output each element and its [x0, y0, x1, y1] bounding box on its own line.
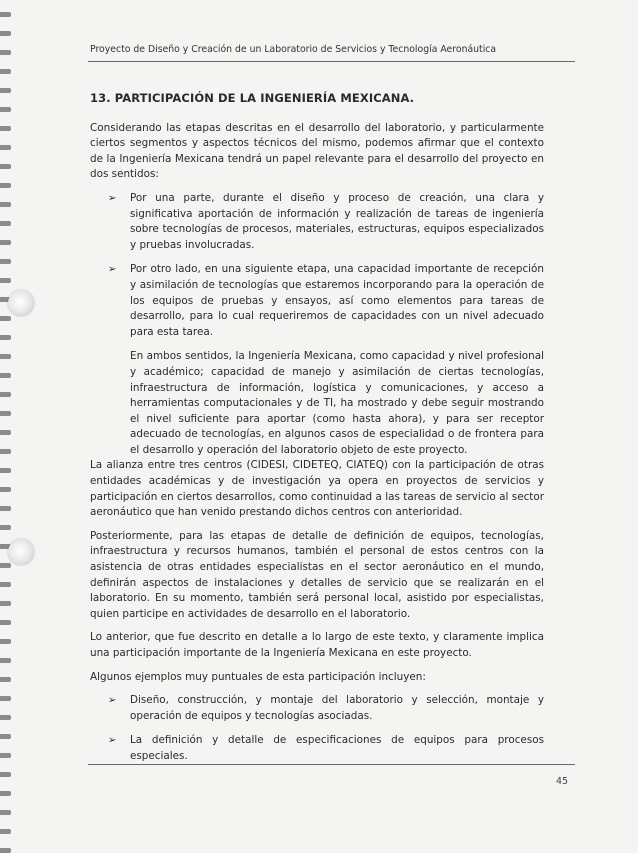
- arrow-bullet-icon: ➢: [108, 192, 117, 204]
- paragraph: Algunos ejemplos muy puntuales de esta participación incluyen:: [90, 670, 426, 683]
- binding-ring: [0, 772, 11, 777]
- page-number: 45: [556, 776, 569, 787]
- binding-ring: [0, 373, 11, 378]
- binding-ring: [0, 411, 11, 416]
- binding-ring: [0, 107, 11, 112]
- arrow-bullet-icon: ➢: [108, 695, 117, 707]
- binding-ring: [0, 354, 11, 359]
- page-content: [90, 91, 544, 774]
- bullet-text: Por otro lado, en una siguiente etapa, una capacidad importante de recepción y asimilación de tecnologías que estaremos incorporando para la operación de los equipos de pruebas y ensayos, así como elementos para tareas de desarrollo, para lo cual requeriremos de capacidades con un nivel adecuado para esta tarea.: [130, 263, 544, 338]
- binding-ring: [0, 658, 11, 663]
- binding-ring: [0, 221, 11, 226]
- binding-ring: [0, 791, 11, 796]
- binding-ring: [0, 468, 11, 473]
- example-text: Diseño, construcción, y montaje del laboratorio y selección, montaje y operación de equipos y tecnologías asociadas.: [130, 694, 544, 722]
- binding-ring: [0, 582, 11, 587]
- binding-ring: [0, 126, 11, 131]
- binding-ring: [0, 449, 11, 454]
- example-item: [90, 693, 544, 724]
- binding-ring: [0, 601, 11, 606]
- binding-ring: [0, 563, 11, 568]
- binding-ring: [0, 69, 11, 74]
- binding-ring: [0, 240, 11, 245]
- binding-ring: [0, 50, 11, 55]
- example-text: La definición y detalle de especificaciones de equipos para procesos especiales.: [130, 734, 544, 762]
- paragraph: La alianza entre tres centros (CIDESI, CIDETEQ, CIATEQ) con la participación de otras entidades académicas y de investigación ya opera en proyectos de servicios y participación en ciertos desarrollos, como continuidad a las tareas de servicio al sector aeronáutico que han venido prestando dichos centros con anterioridad.: [90, 459, 544, 519]
- punch-hole-upper: [8, 290, 34, 316]
- binding-ring: [0, 715, 11, 720]
- binding-ring: [0, 31, 11, 36]
- paragraph: Lo anterior, que fue descrito en detalle a lo largo de este texto, y claramente implica una participación importante de la Ingeniería Mexicana en este proyecto.: [90, 631, 544, 659]
- spiral-binding: [0, 0, 14, 852]
- binding-ring: [0, 753, 11, 758]
- binding-ring: [0, 164, 11, 169]
- binding-ring: [0, 202, 11, 207]
- bullet-item: [90, 262, 544, 340]
- binding-ring: [0, 430, 11, 435]
- page-header: Proyecto de Diseño y Creación de un Laboratorio de Servicios y Tecnología Aeronáutica: [90, 44, 497, 55]
- bullet-item: [90, 191, 544, 253]
- binding-ring: [0, 677, 11, 682]
- binding-ring: [0, 12, 11, 17]
- binding-ring: [0, 829, 11, 834]
- binding-ring: [0, 88, 11, 93]
- binding-ring: [0, 259, 11, 264]
- binding-ring: [0, 335, 11, 340]
- binding-ring: [0, 525, 11, 530]
- arrow-bullet-icon: ➢: [108, 264, 117, 276]
- binding-ring: [0, 278, 11, 283]
- binding-ring: [0, 620, 11, 625]
- bullet-text: Por una parte, durante el diseño y proceso de creación, una clara y significativa aportación de información y realización de tareas de ingeniería sobre tecnologías de procesos, materiales, estructuras, equipos especializados y pruebas involucradas.: [130, 191, 544, 251]
- binding-ring: [0, 848, 11, 853]
- binding-ring: [0, 145, 11, 150]
- binding-ring: [0, 639, 11, 644]
- binding-ring: [0, 487, 11, 492]
- indented-paragraph: En ambos sentidos, la Ingeniería Mexicana, como capacidad y nivel profesional y académico; capacidad de manejo y asimilación de ciertas tecnologías, infraestructura de información, logística y comunicaciones, y acceso a herramientas computacionales y de TI, ha mostrado y debe seguir mostrando el nivel suficiente para aportar (como hasta ahora), y para ser receptor adecuado de tecnologías, en algunos casos de especialidad o de frontera para el desarrollo y operación del laboratorio objeto de este proyecto.: [130, 350, 544, 456]
- header-rule: [88, 61, 575, 62]
- binding-ring: [0, 392, 11, 397]
- intro-paragraph: Considerando las etapas descritas en el desarrollo del laboratorio, y particularmente ciertos segmentos y aspectos técnicos del mismo, podemos afirmar que el contexto de la Ingeniería Mexicana tendrá un papel relevante para el desarrollo del proyecto en dos sentidos:: [90, 121, 544, 181]
- binding-ring: [0, 506, 11, 511]
- section-title: 13. PARTICIPACIÓN DE LA INGENIERÍA MEXICANA.: [90, 91, 415, 105]
- paragraph: Posteriormente, para las etapas de detalle de definición de equipos, tecnologías, infraestructura y recursos humanos, también el personal de estos centros con la asistencia de otras entidades especialistas en el sector aeronáutico en el mundo, definirán aspectos de instalaciones y detalles de servicio que se realizarán en el laboratorio. En su momento, también será personal local, asistido por especialistas, quien participe en actividades de desarrollo en el laboratorio.: [90, 529, 544, 620]
- binding-ring: [0, 316, 11, 321]
- binding-ring: [0, 810, 11, 815]
- footer-rule: [88, 764, 575, 765]
- arrow-bullet-icon: ➢: [108, 735, 117, 747]
- binding-ring: [0, 734, 11, 739]
- binding-ring: [0, 696, 11, 701]
- binding-ring: [0, 183, 11, 188]
- example-item: [90, 733, 544, 764]
- punch-hole-lower: [8, 539, 34, 565]
